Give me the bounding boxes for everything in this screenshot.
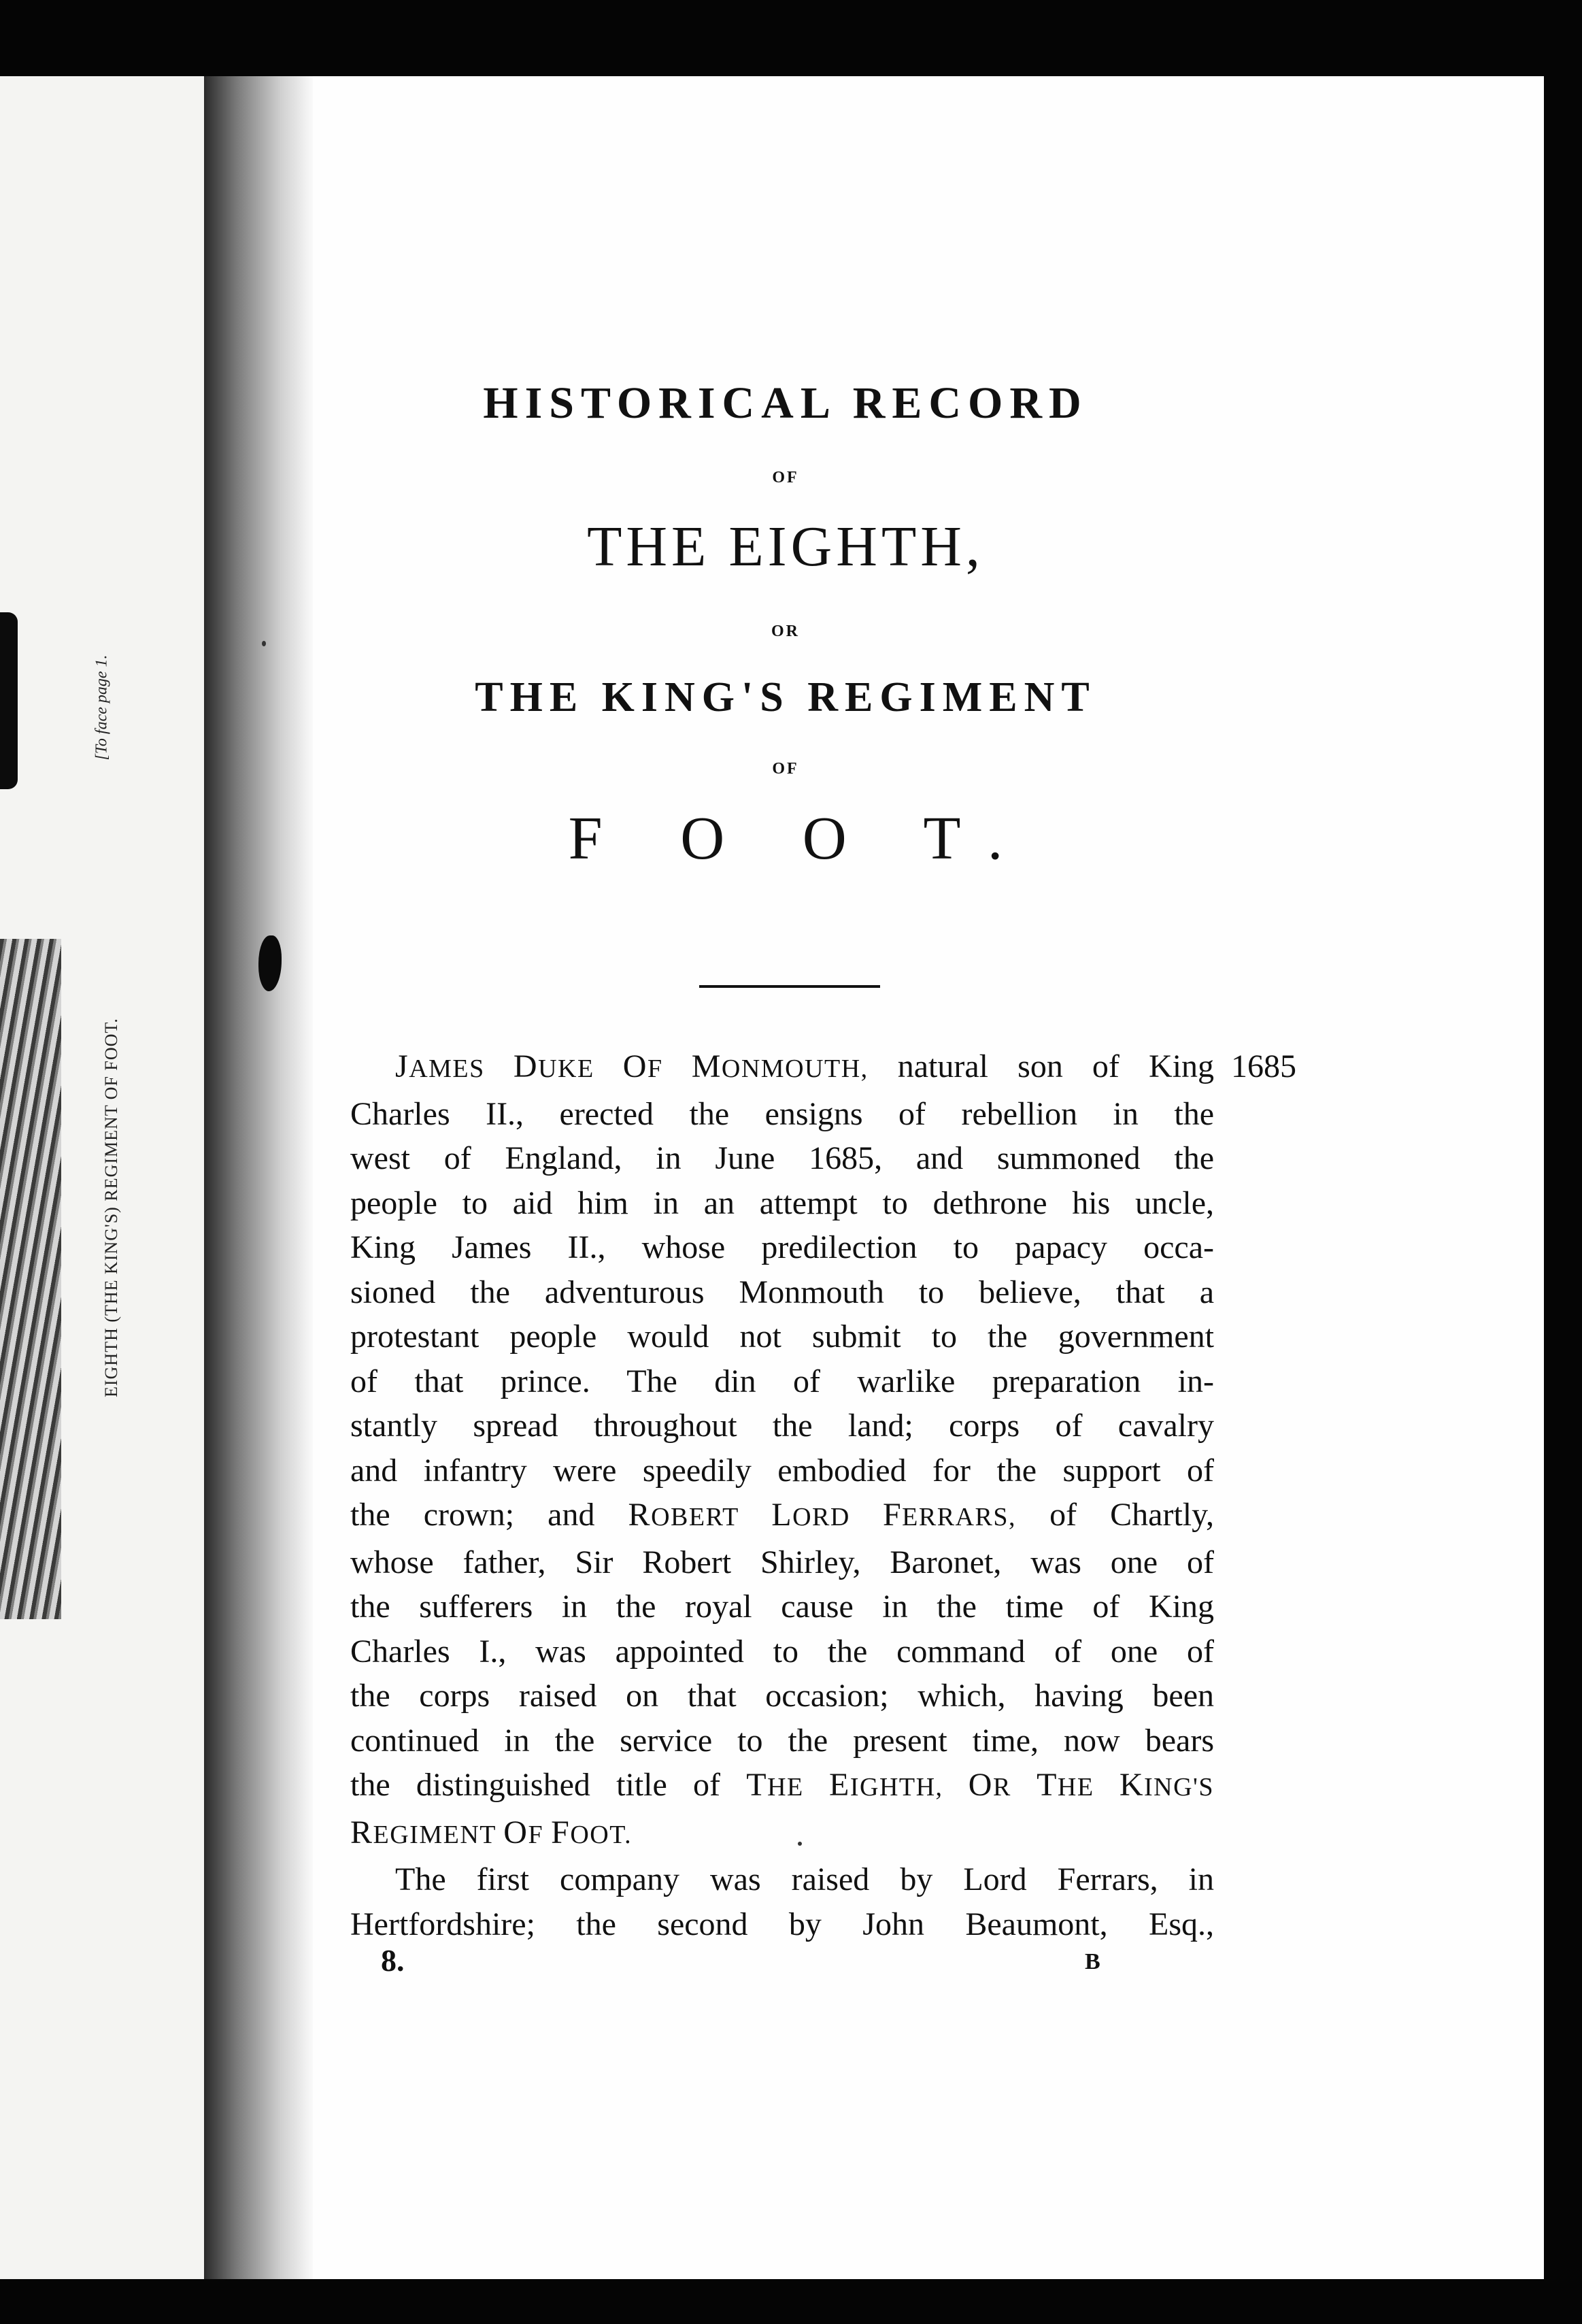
title-block: [299, 378, 1272, 872]
text-line: of that prince. The din of warlike preparation in-: [350, 1363, 1214, 1399]
scan-border-bottom: [0, 2279, 1582, 2324]
plate-engraving-fragment: [0, 939, 61, 1619]
title-or: OR: [771, 622, 800, 640]
page-number: 8.: [381, 1943, 405, 1978]
small-caps-text: ROBERT LORD FERRARS,: [628, 1497, 1016, 1533]
speck: [262, 641, 266, 646]
text-line: [350, 1810, 1214, 1858]
text-line: the sufferers in the royal cause in the time of King: [350, 1589, 1214, 1625]
margin-year: 1685: [1231, 1048, 1296, 1084]
text-line: whose father, Sir Robert Shirley, Baronet, was one of: [350, 1544, 1214, 1580]
text-line: Charles I., was appointed to the command of one of: [350, 1633, 1214, 1670]
text-line: and infantry were speedily embodied for the support of: [350, 1452, 1214, 1489]
text-line: the crown; and ROBERT LORD FERRARS, of Chartly,: [350, 1497, 1215, 1533]
small-caps-text: THE EIGHTH, OR THE KING'S: [746, 1767, 1215, 1803]
title-line-the-eighth: THE EIGHTH,: [587, 515, 984, 578]
title-of-2: OF: [772, 760, 799, 778]
title-of-1: OF: [772, 469, 799, 486]
text-line: King James II., whose predilection to papacy occa-: [350, 1229, 1214, 1265]
text-line: stantly spread throughout the land; corps of cavalry: [350, 1408, 1214, 1444]
text-line: The first company was raised by Lord Ferrars, in: [395, 1861, 1214, 1897]
speck: [798, 1842, 802, 1846]
text-line: JAMES DUKE OF MONMOUTH, natural son of King: [395, 1048, 1215, 1084]
text-line: west of England, in June 1685, and summoned the: [350, 1140, 1214, 1176]
text-line: Charles II., erected the ensigns of rebellion in the: [350, 1095, 1214, 1132]
text-line: Hertfordshire; the second by John Beaumont, Esq.,: [350, 1906, 1214, 1942]
plate-edge-mark: [0, 612, 18, 789]
text-line: the corps raised on that occasion; which, having been: [350, 1678, 1214, 1714]
small-caps-text: JAMES DUKE OF MONMOUTH,: [395, 1048, 869, 1084]
scan-border-right: [1544, 0, 1582, 2324]
text-line: people to aid him in an attempt to dethrone his uncle,: [350, 1184, 1214, 1221]
text-line: continued in the service to the present time, now bears: [350, 1722, 1214, 1759]
scan-border-top: [0, 0, 1582, 76]
small-caps-text: REGIMENT OF FOOT.: [350, 1814, 633, 1850]
plate-caption: [To face page 1.: [92, 654, 111, 761]
title-rule: [699, 985, 880, 988]
title-line-historical-record: HISTORICAL RECORD: [483, 378, 1088, 428]
plate-spine-title: EIGHTH (THE KING'S) REGIMENT OF FOOT.: [101, 1018, 121, 1397]
spine-shadow: [204, 76, 313, 2279]
body-text: [350, 1044, 1214, 1946]
text-line: the distinguished title of THE EIGHTH, OR THE KING'S: [350, 1767, 1215, 1803]
title-line-foot: F O O T.: [568, 805, 1034, 872]
title-line-kings-regiment: THE KING'S REGIMENT: [475, 674, 1096, 720]
signature-mark: B: [1085, 1949, 1100, 1974]
text-line: sioned the adventurous Monmouth to believe, that a: [350, 1274, 1214, 1310]
text-line: protestant people would not submit to the government: [350, 1318, 1214, 1355]
